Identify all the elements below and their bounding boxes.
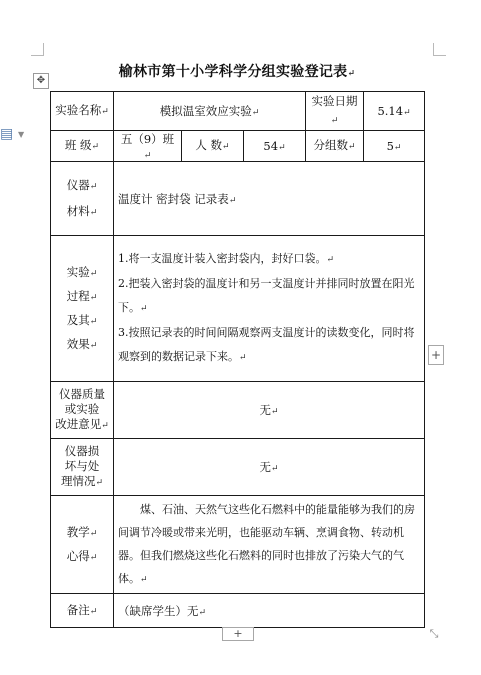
- value-class[interactable]: 五（9）班↵: [114, 131, 182, 162]
- value-instruments-materials[interactable]: 温度计 密封袋 记录表↵: [114, 162, 425, 236]
- value-damage-handling[interactable]: 无↵: [114, 439, 425, 496]
- value-remarks[interactable]: （缺席学生）无↵: [114, 594, 425, 628]
- value-experiment-date[interactable]: 5.14↵: [364, 92, 425, 131]
- crop-mark-top-left: [31, 43, 44, 56]
- label-process-effect: 实验↵ 过程↵ 及其↵ 效果↵: [51, 236, 114, 382]
- experiment-registration-table: [50, 91, 425, 628]
- label-group-count: 分组数↵: [306, 131, 364, 162]
- label-remarks: 备注↵: [51, 594, 114, 628]
- table-row: [51, 236, 425, 382]
- table-row: [51, 496, 425, 594]
- chevron-down-icon[interactable]: ▼: [18, 130, 25, 139]
- table-row: [51, 382, 425, 439]
- value-group-count[interactable]: 5↵: [364, 131, 425, 162]
- table-row: [51, 92, 425, 131]
- value-student-count[interactable]: 54↵: [244, 131, 306, 162]
- label-improvement-suggestions: 仪器质量 或实验 改进意见↵: [51, 382, 114, 439]
- label-damage-handling: 仪器损 坏与处 理情况↵: [51, 439, 114, 496]
- value-teaching-reflection[interactable]: 煤、石油、天然气这些化石燃料中的能量能够为我们的房间调节冷暖或带来光明，也能驱动车辆、烹调食物、转动机器。但我们燃烧这些化石燃料的同时也排放了污染大气的气体。↵: [114, 496, 425, 594]
- label-experiment-date: 实验日期↵: [306, 92, 364, 131]
- value-improvement-suggestions[interactable]: 无↵: [114, 382, 425, 439]
- add-row-icon[interactable]: +: [222, 627, 254, 641]
- table-row: [51, 162, 425, 236]
- page-title: 榆林市第十小学科学分组实验登记表↵: [118, 64, 356, 80]
- table-row: [51, 594, 425, 628]
- label-student-count: 人 数↵: [182, 131, 244, 162]
- label-teaching-reflection: 教学↵ 心得↵: [51, 496, 114, 594]
- resize-icon[interactable]: ⤡: [429, 627, 439, 640]
- document-icon[interactable]: ▤: [0, 126, 14, 142]
- label-class: 班 级↵: [51, 131, 114, 162]
- table-row: [51, 439, 425, 496]
- plus-icon[interactable]: +: [428, 345, 444, 365]
- move-icon[interactable]: ✥: [33, 73, 49, 89]
- table-row: [51, 131, 425, 162]
- value-experiment-name[interactable]: 模拟温室效应实验↵: [114, 92, 306, 131]
- crop-mark-top-right: [433, 43, 446, 56]
- label-instruments-materials: 仪器↵ 材料↵: [51, 162, 114, 236]
- value-process-effect[interactable]: 1.将一支温度计装入密封袋内，封好口袋。↵ 2.把装入密封袋的温度计和另一支温度计并排同时放置在阳光下。↵ 3.按照记录表的时间间隔观察两支温度计的读数变化，同时将观察到的数据记录下来。↵: [114, 236, 425, 382]
- label-experiment-name: 实验名称↵: [51, 92, 114, 131]
